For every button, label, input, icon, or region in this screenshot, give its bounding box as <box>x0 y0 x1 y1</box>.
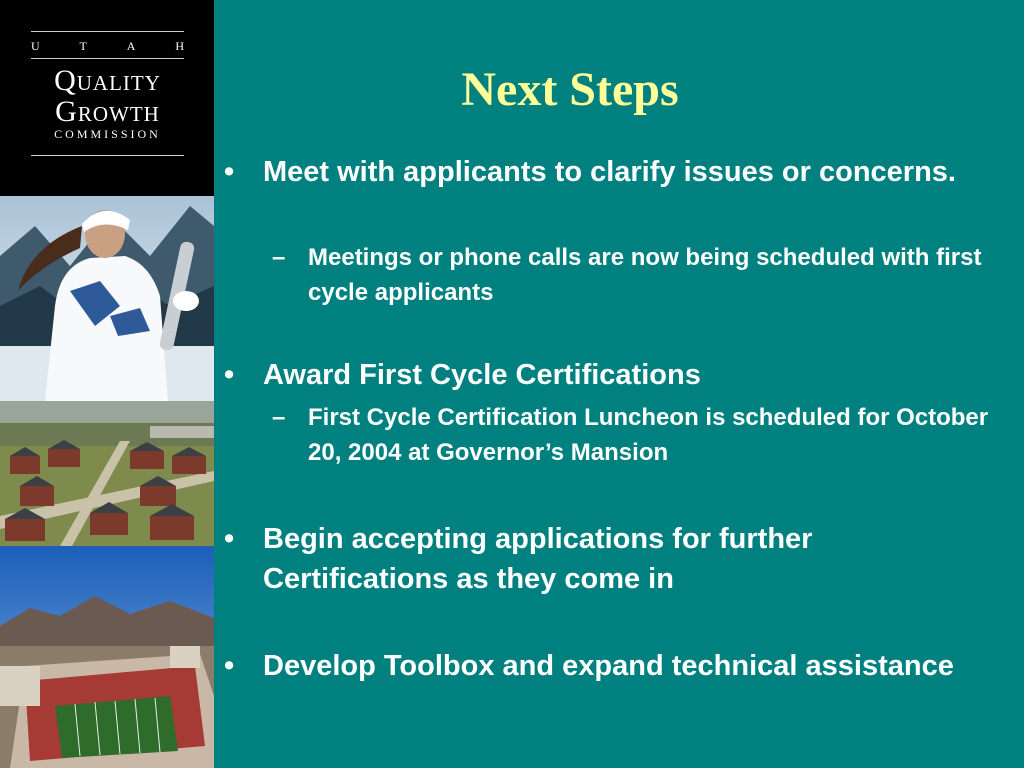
sub-bullet-item <box>272 240 1007 310</box>
bullet-item <box>224 519 1004 599</box>
logo-rule <box>31 155 184 156</box>
bullet-marker: • <box>224 156 235 188</box>
sub-bullet-text: First Cycle Certification Luncheon is scheduled for October 20, 2004 at Governor’s Mansion <box>308 404 989 466</box>
logo-quality: Quality <box>54 64 161 97</box>
logo-rule <box>31 58 184 59</box>
dash-marker: – <box>272 244 286 271</box>
utah-quality-growth-commission-logo <box>0 0 214 196</box>
bullet-item <box>224 646 1004 686</box>
bullet-text: Award First Cycle Certifications <box>263 359 701 391</box>
stadium-aerial-photo <box>0 546 214 768</box>
sub-bullet-text: Meetings or phone calls are now being scheduled with first cycle applicants <box>308 244 982 306</box>
sub-bullet-item <box>272 400 1007 470</box>
logo-commission: COMMISSION <box>54 127 161 141</box>
bullet-marker: • <box>224 523 235 555</box>
housing-development-aerial-photo <box>0 401 214 546</box>
logo-rule <box>31 31 184 32</box>
sidebar-photo-strip <box>0 0 214 768</box>
dash-marker: – <box>272 404 286 431</box>
bullet-text: Develop Toolbox and expand technical assistance <box>263 650 954 682</box>
logo-growth: Growth <box>55 95 160 128</box>
bullet-text: Begin accepting applications for further Certifications as they come in <box>263 523 813 595</box>
bullet-marker: • <box>224 650 235 682</box>
bullet-item <box>224 152 1004 192</box>
slide-title: Next Steps <box>461 63 679 116</box>
bullet-marker: • <box>224 359 235 391</box>
bullet-text: Meet with applicants to clarify issues or concerns. <box>263 156 956 188</box>
torch-runner-photo <box>0 196 214 401</box>
bullet-item <box>224 355 1004 395</box>
logo-state-name: U T A H <box>31 39 184 53</box>
